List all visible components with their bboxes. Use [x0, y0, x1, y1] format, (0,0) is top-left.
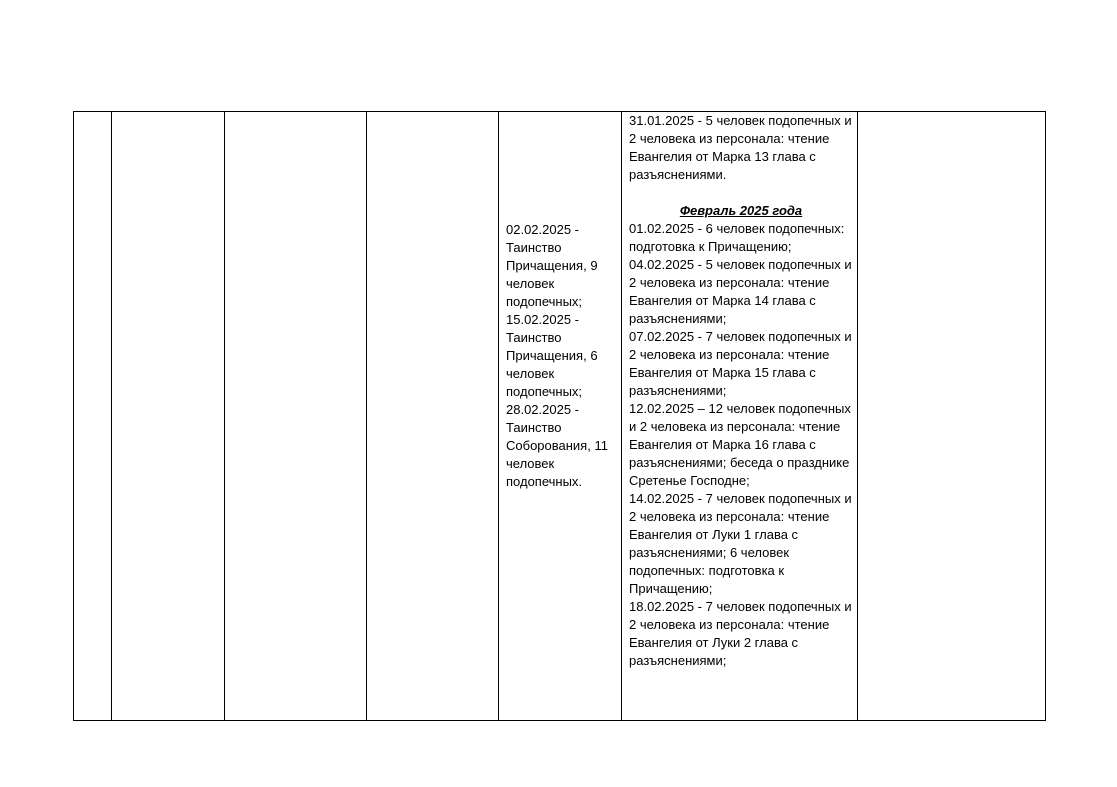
reading-entry: 14.02.2025 - 7 человек подопечных и 2 человека из персонала: чтение Евангелия от Луки 1 глава с разъяснениями; 6 человек подопечных: подготовка к Причащению;	[629, 491, 852, 596]
sacrament-entry: 28.02.2025 - Таинство Соборования, 11 человек подопечных.	[506, 402, 608, 489]
reading-entry: 18.02.2025 - 7 человек подопечных и 2 человека из персонала: чтение Евангелия от Луки 2 глава с разъяснениями;	[629, 599, 852, 668]
cell-sacraments	[499, 112, 622, 721]
table-row	[74, 112, 1046, 721]
reading-entry: 04.02.2025 - 5 человек подопечных и 2 человека из персонала: чтение Евангелия от Марка 14 глава с разъяснениями;	[629, 257, 852, 326]
report-table	[73, 111, 1046, 721]
reading-entry: 01.02.2025 - 6 человек подопечных: подготовка к Причащению;	[629, 221, 845, 254]
cell-col2	[112, 112, 225, 721]
sacrament-entry: 15.02.2025 - Таинство Причащения, 6 человек подопечных;	[506, 312, 598, 399]
cell-col7	[858, 112, 1046, 721]
reading-entry: 12.02.2025 – 12 человек подопечных и 2 человека из персонала: чтение Евангелия от Марка 16 глава с разъяснениями; беседа о празднике Сретенье Господне;	[629, 401, 851, 488]
month-heading: Февраль 2025 года	[679, 203, 803, 218]
cell-readings	[622, 112, 858, 721]
cell-col3	[225, 112, 367, 721]
cell-col4	[367, 112, 499, 721]
sacrament-entry: 02.02.2025 - Таинство Причащения, 9 человек подопечных;	[506, 222, 598, 309]
reading-entry: 07.02.2025 - 7 человек подопечных и 2 человека из персонала: чтение Евангелия от Марка 15 глава с разъяснениями;	[629, 329, 852, 398]
cell-number	[74, 112, 112, 721]
reading-entry-previous: 31.01.2025 - 5 человек подопечных и 2 человека из персонала: чтение Евангелия от Марка 13 глава с разъяснениями.	[629, 113, 852, 182]
